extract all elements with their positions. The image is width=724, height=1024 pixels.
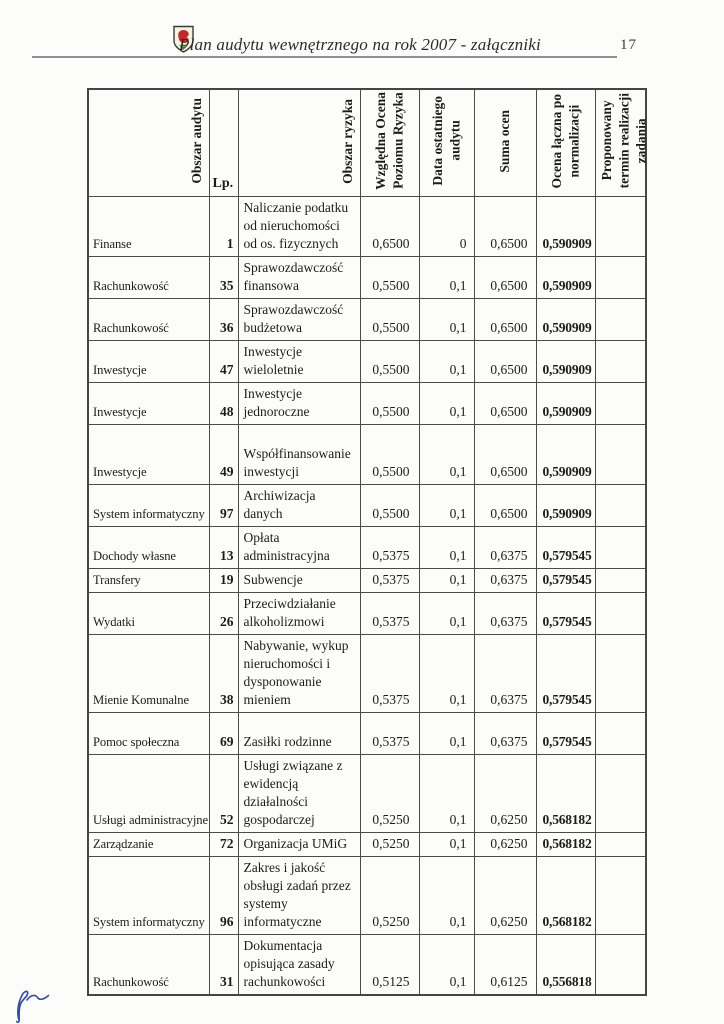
cell-last_audit: 0,1	[419, 340, 474, 382]
handwritten-signature	[6, 986, 72, 1024]
column-header-label: Obszar ryzyka	[340, 98, 356, 184]
cell-area: Inwestycje	[88, 382, 209, 424]
column-header-label: Proponowany termin realizacji zadania	[598, 93, 649, 189]
column-header-data-ostatniego-audytu	[419, 89, 474, 196]
cell-score: 0,5500	[360, 484, 419, 526]
cell-sum: 0,6125	[474, 934, 536, 995]
cell-normalized: 0,579545	[536, 526, 595, 568]
cell-last_audit: 0,1	[419, 484, 474, 526]
cell-lp: 72	[209, 832, 238, 856]
cell-last_audit: 0,1	[419, 634, 474, 712]
cell-normalized: 0,590909	[536, 340, 595, 382]
cell-term	[595, 754, 646, 832]
column-header-label: Data ostatniego audytu	[430, 96, 463, 186]
cell-area: Transfery	[88, 568, 209, 592]
cell-lp: 47	[209, 340, 238, 382]
cell-area: Mienie Komunalne	[88, 634, 209, 712]
cell-last_audit: 0,1	[419, 832, 474, 856]
cell-last_audit: 0,1	[419, 382, 474, 424]
cell-lp: 36	[209, 298, 238, 340]
cell-area: Rachunkowość	[88, 934, 209, 995]
cell-risk: Sprawozdawczość finansowa	[238, 256, 360, 298]
cell-lp: 26	[209, 592, 238, 634]
cell-normalized: 0,590909	[536, 382, 595, 424]
cell-area: Zarządzanie	[88, 832, 209, 856]
cell-area: Dochody własne	[88, 526, 209, 568]
column-header-label: Ocena łączna po normalizacji	[549, 93, 582, 189]
cell-lp: 52	[209, 754, 238, 832]
cell-sum: 0,6375	[474, 634, 536, 712]
cell-risk: Subwencje	[238, 568, 360, 592]
cell-sum: 0,6250	[474, 832, 536, 856]
cell-area: System informatyczny	[88, 484, 209, 526]
cell-normalized: 0,590909	[536, 484, 595, 526]
cell-risk: Przeciwdziałanie alkoholizmowi	[238, 592, 360, 634]
cell-term	[595, 592, 646, 634]
cell-risk: Usługi związane z ewidencją działalności gospodarczej	[238, 754, 360, 832]
cell-risk: Organizacja UMiG	[238, 832, 360, 856]
cell-last_audit: 0	[419, 196, 474, 256]
column-header-label: Suma ocen	[497, 109, 513, 173]
cell-risk: Naliczanie podatku od nieruchomości od os. fizycznych	[238, 196, 360, 256]
cell-last_audit: 0,1	[419, 424, 474, 484]
cell-lp: 69	[209, 712, 238, 754]
column-header-obszar-ryzyka	[238, 89, 360, 196]
table-row	[88, 340, 646, 382]
cell-sum: 0,6500	[474, 340, 536, 382]
table-row	[88, 256, 646, 298]
cell-term	[595, 634, 646, 712]
cell-sum: 0,6500	[474, 298, 536, 340]
cell-area: Rachunkowość	[88, 298, 209, 340]
cell-normalized: 0,579545	[536, 592, 595, 634]
table-row	[88, 712, 646, 754]
cell-normalized: 0,568182	[536, 754, 595, 832]
cell-lp: 1	[209, 196, 238, 256]
table-body	[88, 196, 646, 995]
cell-lp: 48	[209, 382, 238, 424]
table-header	[88, 89, 649, 196]
cell-risk: Inwestycje jednoroczne	[238, 382, 360, 424]
cell-normalized: 0,579545	[536, 712, 595, 754]
cell-lp: 49	[209, 424, 238, 484]
cell-area: System informatyczny	[88, 856, 209, 934]
cell-lp: 13	[209, 526, 238, 568]
cell-risk: Opłata administracyjna	[238, 526, 360, 568]
table-row	[88, 526, 646, 568]
table-row	[88, 424, 646, 484]
cell-score: 0,5250	[360, 856, 419, 934]
cell-last_audit: 0,1	[419, 526, 474, 568]
column-header-ocena-laczna	[536, 89, 595, 196]
cell-term	[595, 340, 646, 382]
cell-term	[595, 832, 646, 856]
cell-term	[595, 256, 646, 298]
cell-sum: 0,6500	[474, 382, 536, 424]
cell-sum: 0,6250	[474, 856, 536, 934]
cell-term	[595, 382, 646, 424]
cell-score: 0,5500	[360, 256, 419, 298]
cell-risk: Archiwizacja danych	[238, 484, 360, 526]
cell-area: Rachunkowość	[88, 256, 209, 298]
cell-sum: 0,6500	[474, 256, 536, 298]
cell-normalized: 0,568182	[536, 856, 595, 934]
risk-analysis-table	[87, 88, 647, 996]
cell-term	[595, 484, 646, 526]
table-row	[88, 754, 646, 832]
cell-risk: Współfinansowanie inwestycji	[238, 424, 360, 484]
column-header-label: Względna Ocena Poziomu Ryzyka	[373, 92, 406, 190]
cell-area: Inwestycje	[88, 424, 209, 484]
column-header-suma-ocen	[474, 89, 536, 196]
cell-lp: 31	[209, 934, 238, 995]
cell-last_audit: 0,1	[419, 754, 474, 832]
cell-normalized: 0,590909	[536, 424, 595, 484]
cell-sum: 0,6250	[474, 754, 536, 832]
cell-last_audit: 0,1	[419, 298, 474, 340]
cell-score: 0,5250	[360, 832, 419, 856]
cell-term	[595, 934, 646, 995]
cell-score: 0,5375	[360, 592, 419, 634]
cell-term	[595, 196, 646, 256]
cell-term	[595, 856, 646, 934]
cell-score: 0,6500	[360, 196, 419, 256]
table-row	[88, 568, 646, 592]
cell-lp: 97	[209, 484, 238, 526]
cell-area: Finanse	[88, 196, 209, 256]
cell-score: 0,5375	[360, 526, 419, 568]
cell-last_audit: 0,1	[419, 592, 474, 634]
cell-score: 0,5125	[360, 934, 419, 995]
table-row	[88, 634, 646, 712]
cell-risk: Inwestycje wieloletnie	[238, 340, 360, 382]
table-row	[88, 856, 646, 934]
header-rule	[32, 56, 617, 58]
cell-term	[595, 526, 646, 568]
cell-sum: 0,6375	[474, 712, 536, 754]
cell-score: 0,5250	[360, 754, 419, 832]
cell-score: 0,5375	[360, 568, 419, 592]
page-title: Plan audytu wewnętrznego na rok 2007 - załączniki	[179, 35, 541, 54]
column-header-label: Lp.	[212, 175, 234, 191]
cell-term	[595, 424, 646, 484]
table-row	[88, 196, 646, 256]
cell-lp: 96	[209, 856, 238, 934]
cell-score: 0,5500	[360, 298, 419, 340]
column-header-wzgledna-ocena	[360, 89, 419, 196]
cell-sum: 0,6375	[474, 526, 536, 568]
cell-sum: 0,6375	[474, 568, 536, 592]
cell-area: Usługi administracyjne	[88, 754, 209, 832]
table-row	[88, 298, 646, 340]
cell-normalized: 0,590909	[536, 196, 595, 256]
cell-term	[595, 298, 646, 340]
table-row	[88, 484, 646, 526]
cell-area: Wydatki	[88, 592, 209, 634]
cell-last_audit: 0,1	[419, 568, 474, 592]
cell-area: Pomoc społeczna	[88, 712, 209, 754]
cell-score: 0,5500	[360, 340, 419, 382]
cell-risk: Dokumentacja opisująca zasady rachunkowości	[238, 934, 360, 995]
column-header-obszar-audytu	[88, 89, 209, 196]
table-row	[88, 592, 646, 634]
cell-score: 0,5375	[360, 712, 419, 754]
table-row	[88, 382, 646, 424]
cell-last_audit: 0,1	[419, 856, 474, 934]
cell-lp: 19	[209, 568, 238, 592]
cell-normalized: 0,579545	[536, 634, 595, 712]
cell-score: 0,5375	[360, 634, 419, 712]
header-row	[88, 89, 646, 196]
column-header-lp	[209, 89, 238, 196]
cell-normalized: 0,590909	[536, 256, 595, 298]
cell-last_audit: 0,1	[419, 712, 474, 754]
table-row	[88, 832, 646, 856]
cell-sum: 0,6375	[474, 592, 536, 634]
cell-risk: Zasiłki rodzinne	[238, 712, 360, 754]
cell-sum: 0,6500	[474, 424, 536, 484]
cell-sum: 0,6500	[474, 196, 536, 256]
cell-normalized: 0,579545	[536, 568, 595, 592]
column-header-label: Obszar audytu	[189, 98, 205, 184]
cell-sum: 0,6500	[474, 484, 536, 526]
cell-term	[595, 712, 646, 754]
cell-last_audit: 0,1	[419, 934, 474, 995]
cell-last_audit: 0,1	[419, 256, 474, 298]
cell-risk: Zakres i jakość obsługi zadań przez systemy informatyczne	[238, 856, 360, 934]
column-header-proponowany-termin	[595, 89, 649, 196]
cell-score: 0,5500	[360, 424, 419, 484]
cell-area: Inwestycje	[88, 340, 209, 382]
cell-normalized: 0,568182	[536, 832, 595, 856]
cell-score: 0,5500	[360, 382, 419, 424]
cell-risk: Nabywanie, wykup nieruchomości i dysponowanie mieniem	[238, 634, 360, 712]
table-row	[88, 934, 646, 995]
page-number: 17	[620, 37, 637, 53]
cell-lp: 35	[209, 256, 238, 298]
cell-term	[595, 568, 646, 592]
cell-normalized: 0,590909	[536, 298, 595, 340]
cell-risk: Sprawozdawczość budżetowa	[238, 298, 360, 340]
cell-normalized: 0,556818	[536, 934, 595, 995]
cell-lp: 38	[209, 634, 238, 712]
